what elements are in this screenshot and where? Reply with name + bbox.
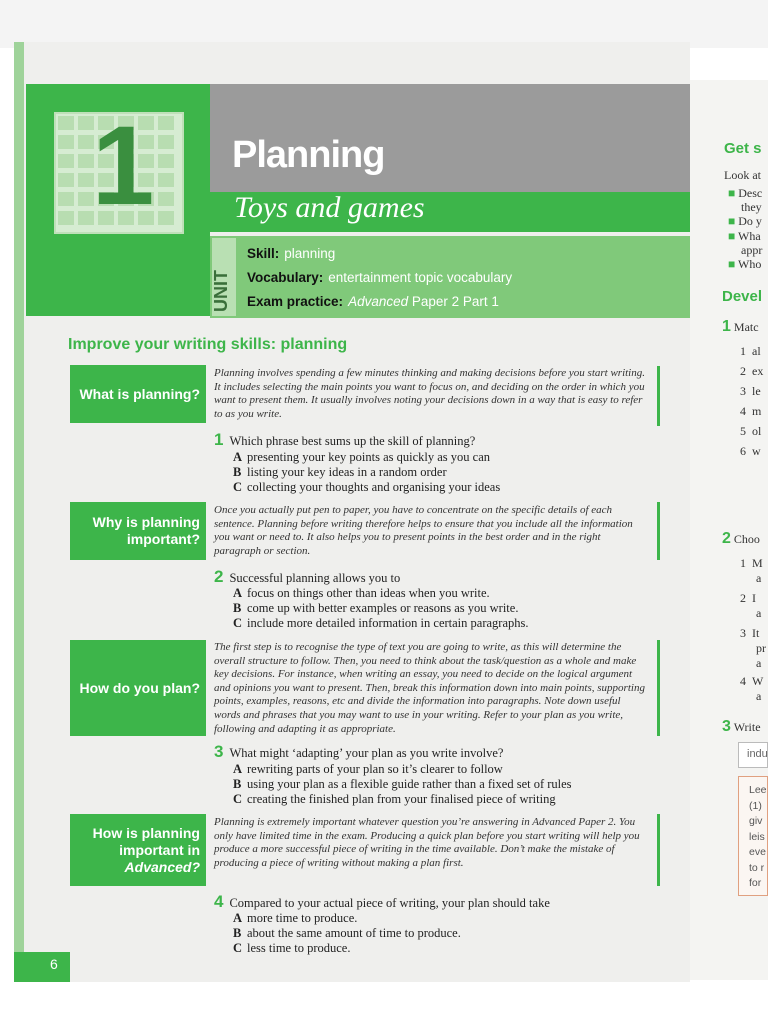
option-letter: C — [233, 941, 243, 955]
right-heading-get-started: Get s — [724, 140, 762, 157]
option — [233, 586, 490, 601]
unit-title: Planning — [232, 134, 385, 176]
bullet-icon: ■ — [728, 214, 736, 228]
right-list-item — [740, 556, 763, 571]
item-text: al — [752, 344, 761, 358]
question-2 — [214, 567, 400, 587]
option-letter: C — [233, 616, 243, 630]
section-paragraph: The first step is to recognise the type of text you are going to write, as this will determine the overall structure to follow. Then, you need to think about the task/question as a whole and make key decisions. For instance, when writing an essay, you need to decide on the logical argument and opinions you want to present. Then, break this information down into main points, supporting points, examples, reasons, etc and divide the information into paragraphs. Note down useful words and phrases that you may want to use in your writing. Refer to your plan as you write, following and adapting it as appropriate. — [214, 641, 645, 735]
question-number: 4 — [214, 892, 224, 911]
option-text: presenting your key points as quickly as you can — [247, 450, 491, 464]
gap-fill-line: for — [749, 877, 762, 889]
gap-fill-line: giv — [749, 815, 763, 827]
option-letter: B — [233, 601, 242, 615]
option-text: rewriting parts of your plan so it’s clearer to follow — [247, 762, 503, 776]
right-bullet-cont: appr — [741, 243, 763, 257]
section-label-line: What is planning? — [79, 385, 200, 402]
unit-label: UNIT — [211, 270, 231, 312]
logo-grid-cell — [158, 135, 174, 149]
option-text: less time to produce. — [247, 941, 351, 955]
logo-grid-cell — [58, 135, 74, 149]
right-list-answer: a — [756, 606, 762, 620]
right-list-answer: a — [756, 656, 762, 670]
gap-fill-lines — [749, 783, 767, 892]
unit-subtitle: Toys and games — [234, 191, 425, 224]
exam-practice-label: Exam practice: — [247, 294, 344, 309]
vocabulary-value: entertainment topic vocabulary — [328, 270, 513, 285]
bullet-icon: ■ — [728, 257, 736, 271]
right-bullet-text: Do y — [738, 214, 762, 228]
option-letter: B — [233, 465, 242, 479]
option-text: collecting your thoughts and organising your ideas — [247, 480, 501, 494]
right-list-item — [740, 674, 763, 689]
item-number: 5 — [740, 424, 746, 438]
item-number: 3 — [740, 626, 746, 640]
right-list-item — [740, 344, 761, 359]
right-bullet-text: Wha — [738, 229, 761, 243]
item-number: 3 — [740, 384, 746, 398]
option-text: creating the finished plan from your finalised piece of writing — [247, 792, 556, 806]
section-label-line: Why is planning — [92, 514, 200, 530]
vocabulary-label: Vocabulary: — [247, 270, 324, 285]
right-list-item — [740, 444, 761, 459]
option-text: more time to produce. — [247, 911, 358, 925]
logo-grid-cell — [158, 211, 174, 225]
section-label-line: How do you plan? — [79, 679, 200, 696]
section-paragraph: Once you actually put pen to paper, you have to concentrate on the specific details of each sentence. Planning before writing therefore helps to ensure that you include all the information you want or need to. It also helps you to present points in the best order and in the right paragraph or section. — [214, 504, 633, 557]
question-text: Compared to your actual piece of writing, your plan should take — [229, 896, 550, 910]
exam-practice-line — [247, 294, 499, 309]
exercise-number: 3 — [722, 718, 731, 735]
section-title: Improve your writing skills: planning — [68, 336, 348, 353]
question-3 — [214, 742, 503, 762]
option — [233, 926, 461, 941]
right-bullet-text: Who — [738, 257, 762, 271]
logo-grid-cell — [158, 173, 174, 187]
item-text: I — [752, 591, 756, 605]
paragraph-rule — [657, 502, 660, 560]
right-list-item — [740, 591, 756, 606]
paragraph-rule — [657, 640, 660, 736]
bullet-icon: ■ — [728, 229, 736, 243]
section-label-line: Advanced? — [124, 858, 200, 875]
option — [233, 941, 350, 956]
option-text: focus on things other than ideas when you write. — [247, 586, 490, 600]
section-paragraph: Planning is extremely important whatever question you’re answering in Advanced Paper 2. You only have limited time in the exam. Producing a quick plan before you start writing will help you produce a more successful piece of writing in the time available. Don’t make the mistake of producing a piece of writing without making a plan first. — [214, 816, 640, 869]
option-letter: A — [233, 450, 243, 464]
logo-grid-cell — [58, 154, 74, 168]
option-letter: A — [233, 762, 243, 776]
scan-background — [0, 0, 768, 48]
right-exercise-2 — [722, 530, 760, 548]
word-box-text: indu — [747, 748, 768, 760]
right-list-item — [740, 404, 761, 419]
option-text: listing your key ideas in a random order — [247, 465, 447, 479]
gap-fill-line: to r — [749, 861, 765, 874]
question-number: 2 — [214, 567, 224, 586]
option-text: come up with better examples or reasons as you write. — [247, 601, 519, 615]
exercise-number: 1 — [722, 318, 731, 335]
question-number: 3 — [214, 742, 224, 761]
item-number: 2 — [740, 591, 746, 605]
page-number-bar — [14, 952, 70, 982]
logo-grid-cell — [58, 211, 74, 225]
right-bullet-text: Desc — [738, 186, 763, 200]
item-number: 6 — [740, 444, 746, 458]
page-number: 6 — [50, 956, 58, 972]
gap-fill-line: eve — [749, 846, 766, 858]
exercise-text: Choo — [733, 532, 760, 546]
right-list-answer: a — [756, 689, 762, 703]
exercise-text: Matc — [733, 320, 759, 334]
gap-fill-line: Lee — [749, 784, 767, 796]
section-label-why-is-planning-important — [70, 502, 206, 560]
right-exercise-3 — [722, 718, 761, 736]
logo-grid-cell — [158, 154, 174, 168]
section-label-how-is-planning-important-in-advanced — [70, 814, 206, 886]
item-text: M — [752, 556, 763, 570]
item-text: ol — [752, 424, 762, 438]
exercise-number: 2 — [722, 530, 731, 547]
logo-grid-cell — [158, 116, 174, 130]
right-bullet — [728, 214, 762, 229]
right-bullet — [728, 186, 762, 201]
item-text: W — [752, 674, 764, 688]
option — [233, 465, 447, 480]
right-list-item — [740, 626, 759, 641]
paragraph-rule — [657, 366, 660, 426]
logo-grid-cell — [58, 116, 74, 130]
item-number: 4 — [740, 674, 746, 688]
section-label-how-do-you-plan — [70, 640, 206, 736]
gap-fill-line: leis — [749, 830, 765, 843]
question-number: 1 — [214, 430, 224, 449]
question-text: Which phrase best sums up the skill of planning? — [229, 434, 476, 448]
option — [233, 792, 556, 807]
right-exercise-1 — [722, 318, 759, 336]
item-text: ex — [752, 364, 764, 378]
right-bullet-cont: they — [741, 200, 762, 214]
item-number: 2 — [740, 364, 746, 378]
bullet-icon: ■ — [728, 186, 736, 200]
skill-line — [247, 246, 335, 261]
gap-fill-line: (1) — [749, 799, 762, 812]
skill-value: planning — [284, 246, 336, 261]
option — [233, 777, 572, 792]
exam-practice-value-italic: Advanced — [348, 294, 409, 309]
right-list-item — [740, 424, 761, 439]
section-label-line: How is planning — [92, 824, 200, 841]
right-list-item — [740, 364, 763, 379]
right-list-cont: pr — [756, 641, 766, 655]
logo-grid-cell — [58, 173, 74, 187]
word-box — [738, 742, 768, 768]
item-text: w — [752, 444, 761, 458]
question-text: What might ‘adapting’ your plan as you write involve? — [229, 746, 504, 760]
item-text: m — [752, 404, 762, 418]
item-number: 4 — [740, 404, 746, 418]
right-bullet — [728, 257, 761, 272]
option-letter: A — [233, 911, 243, 925]
option — [233, 480, 500, 495]
option — [233, 911, 357, 926]
logo-grid-cell — [158, 192, 174, 206]
page-edge-strip — [14, 42, 24, 982]
exercise-text: Write — [733, 720, 761, 734]
right-list-item — [740, 384, 761, 399]
option-letter: B — [233, 926, 242, 940]
section-label-line: important? — [126, 531, 200, 547]
option — [233, 616, 529, 631]
item-number: 1 — [740, 556, 746, 570]
option — [233, 762, 503, 777]
right-list-answer: a — [756, 571, 762, 585]
logo-grid-cell — [58, 192, 74, 206]
vocabulary-line — [247, 270, 512, 285]
item-text: le — [752, 384, 761, 398]
option-letter: A — [233, 586, 243, 600]
item-number: 1 — [740, 344, 746, 358]
skill-label: Skill: — [247, 246, 280, 261]
option-text: using your plan as a flexible guide rather than a fixed set of rules — [247, 777, 572, 791]
option — [233, 601, 518, 616]
question-text: Successful planning allows you to — [229, 571, 401, 585]
gap-fill-text-box — [738, 776, 768, 896]
paragraph-rule — [657, 814, 660, 886]
unit-number: 1 — [92, 103, 155, 228]
section-label-what-is-planning — [70, 365, 206, 423]
option — [233, 450, 490, 465]
option-text: about the same amount of time to produce. — [247, 926, 461, 940]
option-text: include more detailed information in certain paragraphs. — [247, 616, 529, 630]
right-look-at: Look at — [724, 168, 761, 182]
option-letter: C — [233, 792, 243, 806]
option-letter: B — [233, 777, 242, 791]
question-4 — [214, 892, 550, 912]
option-letter: C — [233, 480, 243, 494]
section-paragraph: Planning involves spending a few minutes thinking and making decisions before you start writing. It includes selecting the main points you want to focus on, and deciding on the order in which you want to present them. It usually involves noting your decisions down in a way that is easy to refer to as you write. — [214, 367, 645, 420]
right-heading-develop: Devel — [722, 288, 763, 305]
exam-practice-value: Paper 2 Part 1 — [408, 294, 499, 309]
right-bullet — [728, 229, 761, 244]
item-text: It — [752, 626, 760, 640]
section-label-line: important in — [119, 841, 200, 858]
question-1 — [214, 430, 475, 450]
